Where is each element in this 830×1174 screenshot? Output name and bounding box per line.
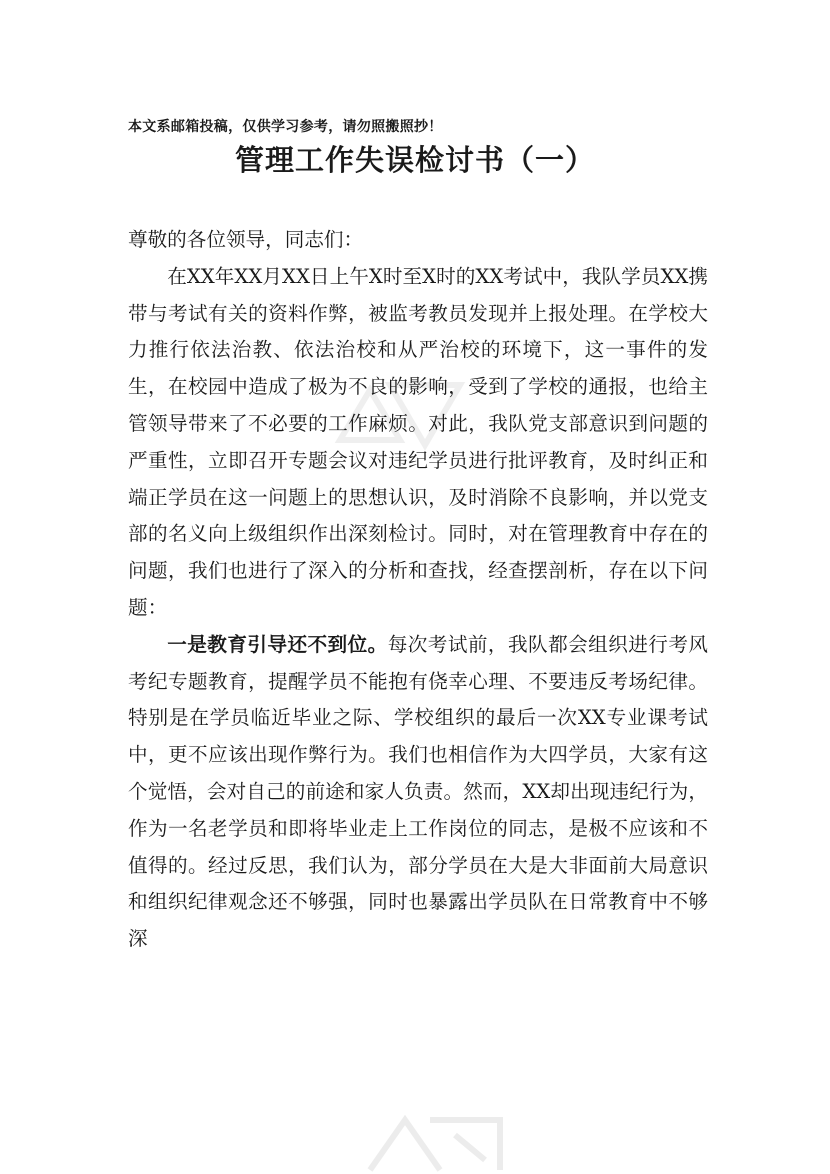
- paragraph-2-text: 每次考试前，我队都会组织进行考风考纪专题教育，提醒学员不能抱有侥幸心理、不要违反考场纪律。特别是在学员临近毕业之际、学校组织的最后一次XX专业课考试中，更不应该出现作弊行为。我们也相信作为大四学员，大家有这个觉悟，会对自己的前途和家人负责。然而，XX却出现违纪行为，作为一名老学员和即将毕业走上工作岗位的同志，是极不应该和不值得的。经过反思，我们认为，部分学员在大是大非面前大局意识和组织纪律观念还不够强，同时也暴露出学员队在日常教育中不够深: [128, 632, 708, 951]
- paragraph-2-lead: 一是教育引导还不到位。: [167, 632, 388, 656]
- watermark-corner-icon: [360, 1110, 510, 1174]
- copyright-notice: 本文系邮箱投稿，仅供学习参考，请勿照搬照抄！: [128, 119, 443, 135]
- paragraph-1: 在XX年XX月XX日上午X时至X时的XX考试中，我队学员XX携带与考试有关的资料作弊，被监考教员发现并上报处理。在学校大力推行依法治教、依法治校和从严治校的环境下，这一事件的发生，在校园中造成了极为不良的影响，受到了学校的通报，也给主管领导带来了不必要的工作麻烦。对此，我队党支部意识到问题的严重性，立即召开专题会议对违纪学员进行批评教育，及时纠正和端正学员在这一问题上的思想认识，及时消除不良影响，并以党支部的名义向上级组织作出深刻检讨。同时，对在管理教育中存在的问题，我们也进行了深入的分析和查找，经查摆剖析，存在以下问题：: [128, 264, 708, 619]
- greeting-line: 尊敬的各位领导，同志们：: [128, 228, 364, 251]
- paragraph-2: [128, 627, 708, 958]
- document-title: 管理工作失误检讨书（一）: [234, 143, 595, 177]
- document-body: [128, 222, 708, 958]
